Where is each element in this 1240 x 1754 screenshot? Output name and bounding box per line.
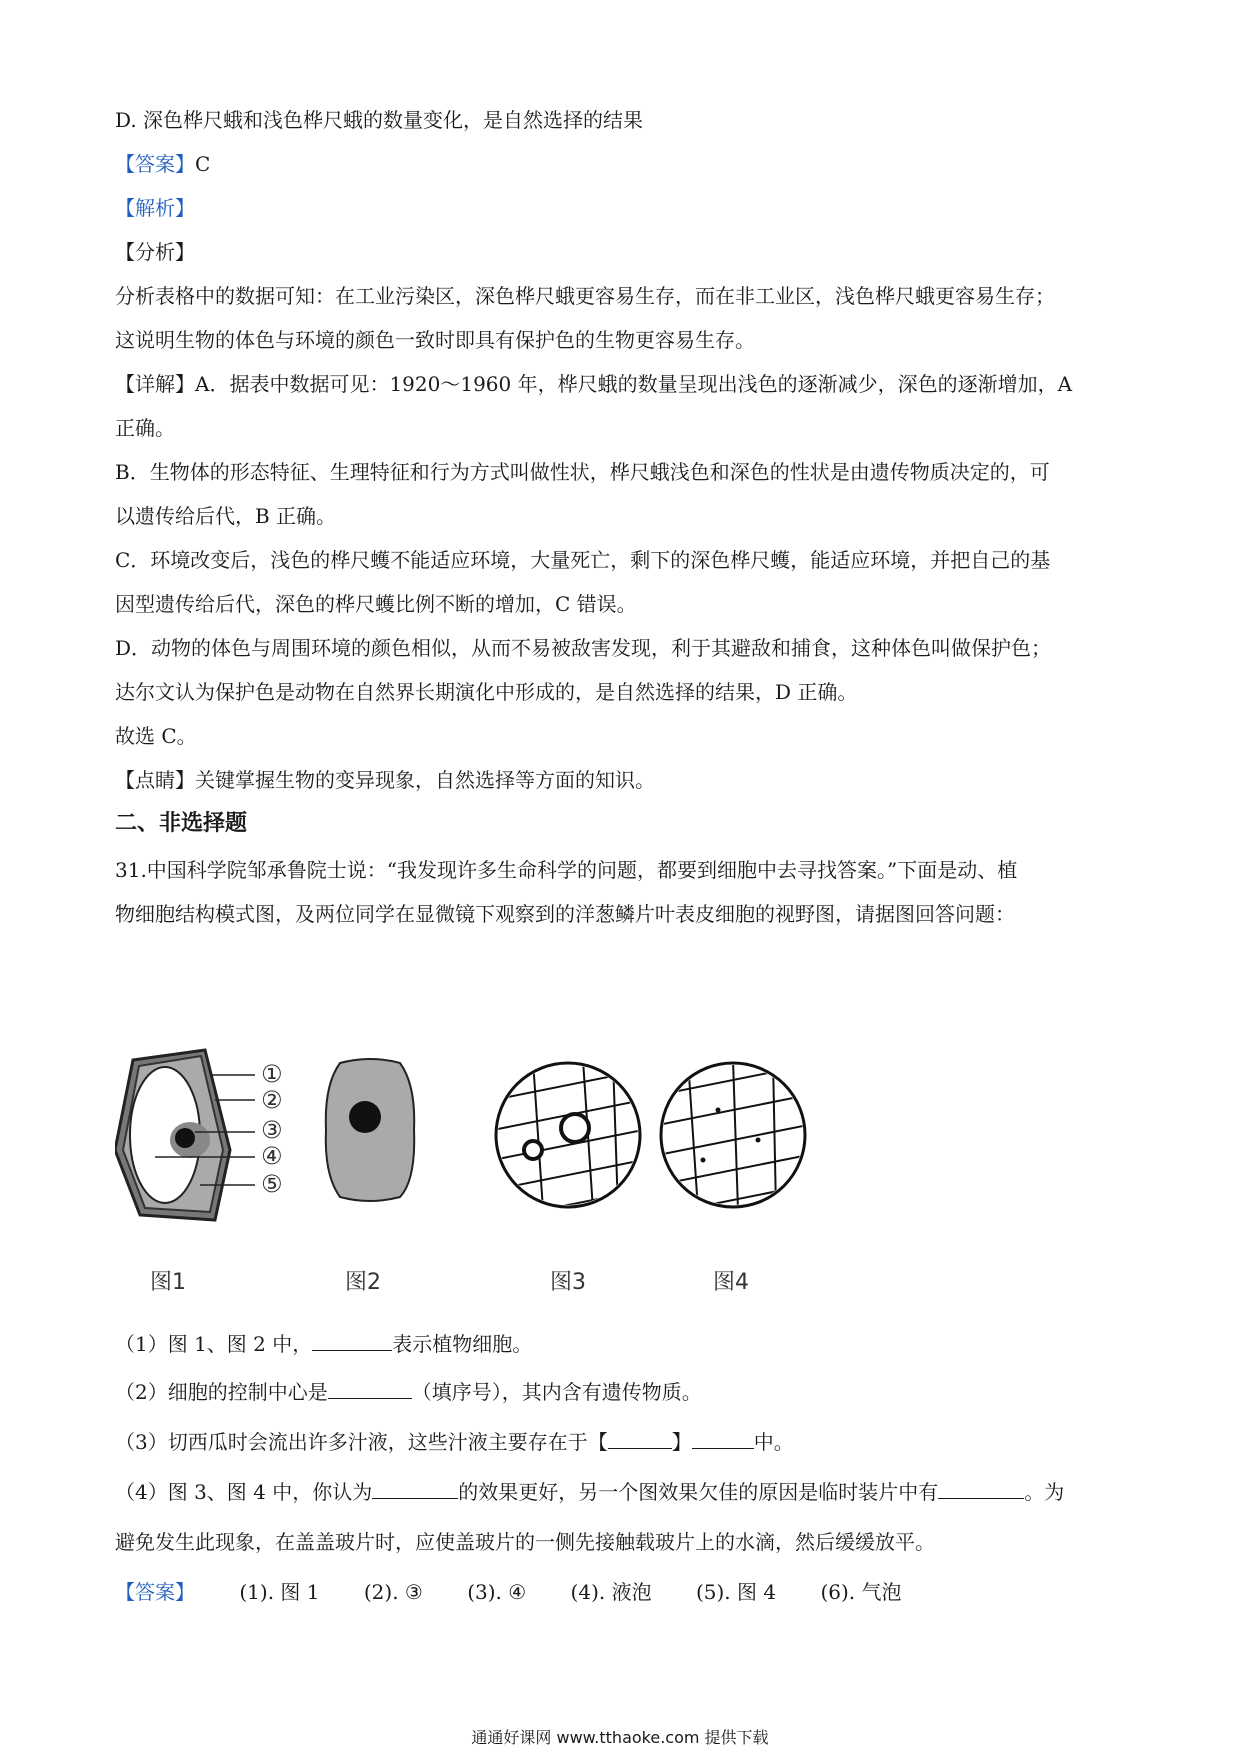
option-b-line-1: B．生物体的形态特征、生理特征和行为方式叫做性状，桦尺蛾浅色和深色的性状是由遗传物质决定的，可: [115, 460, 1050, 484]
blank: [692, 1428, 754, 1449]
xiangjie-label: 【详解】: [115, 372, 195, 396]
option-d-line-2: 达尔文认为保护色是动物在自然界长期演化中形成的，是自然选择的结果，D 正确。: [115, 680, 858, 704]
answer-item: (3). ④: [467, 1580, 527, 1604]
final-answer-label: 【答案】: [115, 1580, 195, 1604]
blank: [608, 1428, 672, 1449]
answer-item: (6). 气泡: [820, 1580, 902, 1604]
guxuan-line: 故选 C。: [115, 724, 197, 748]
answer-item: (5). 图 4: [695, 1580, 777, 1604]
sub-question-1: （1）图 1、图 2 中， 表示植物细胞。: [115, 1332, 533, 1356]
option-b-line-2: 以遗传给后代，B 正确。: [115, 504, 337, 528]
figure-4-microscope-view: [658, 1060, 808, 1210]
jiexi-label: 【解析】: [115, 196, 195, 220]
sub-question-4-line-1: （4）图 3、图 4 中，你认为 的效果更好，另一个图效果欠佳的原因是临时装片中有 。为: [115, 1480, 1065, 1504]
fenxi-label: 【分析】: [115, 240, 195, 264]
figure-1-plant-cell: [115, 1040, 315, 1230]
figure-caption-3: 图3: [550, 1270, 586, 1295]
question-31-line-1: 31.中国科学院邹承鲁院士说：“我发现许多生命科学的问题，都要到细胞中去寻找答案。”下面是动、植: [115, 858, 1018, 882]
figure-caption-2: 图2: [345, 1270, 381, 1295]
section-heading: 二、非选择题: [115, 811, 248, 836]
answer-line: [115, 150, 210, 178]
fenxi-line-1: 分析表格中的数据可知：在工业污染区，深色桦尺蛾更容易生存，而在非工业区，浅色桦尺蛾更容易生存；: [115, 284, 1055, 308]
cell-figures: [115, 1040, 835, 1310]
answer-item: (2). ③: [363, 1580, 423, 1604]
dianjing-label: 【点睛】: [115, 768, 195, 792]
option-c-line-2: 因型遗传给后代，深色的桦尺蠖比例不断的增加，C 错误。: [115, 592, 637, 616]
xiangjie-line-1: [115, 370, 1072, 398]
dianjing-line: [115, 766, 655, 794]
fenxi-line-2: 这说明生物的体色与环境的颜色一致时即具有保护色的生物更容易生存。: [115, 328, 755, 352]
figure-3-microscope-view: [493, 1060, 643, 1210]
page-footer: 通通好课网 www.tthaoke.com 提供下载: [471, 1728, 769, 1747]
xiangjie-a-text: A．据表中数据可见：1920～1960 年，桦尺蛾的数量呈现出浅色的逐渐减少，深色的逐渐增加，A: [195, 372, 1073, 396]
blank: [372, 1478, 458, 1499]
option-c-line-1: C．环境改变后，浅色的桦尺蠖不能适应环境，大量死亡，剩下的深色桦尺蠖，能适应环境，并把自己的基: [115, 548, 1051, 572]
sub-question-4-line-2: 避免发生此现象，在盖盖玻片时，应使盖玻片的一侧先接触载玻片上的水滴，然后缓缓放平。: [115, 1530, 935, 1554]
blank: [312, 1330, 392, 1351]
figure-caption-1: 图1: [150, 1270, 186, 1295]
blank: [938, 1478, 1024, 1499]
answer-item: (1). 图 1: [239, 1580, 320, 1604]
final-answer-line: [115, 1578, 902, 1606]
dianjing-text: 关键掌握生物的变异现象，自然选择等方面的知识。: [195, 768, 655, 792]
figure-marker-2: ②: [261, 1086, 283, 1114]
sub-question-2: （2）细胞的控制中心是 （填序号），其内含有遗传物质。: [115, 1380, 702, 1404]
sub-question-3: （3）切西瓜时会流出许多汁液，这些汁液主要存在于【 】 中。: [115, 1430, 794, 1454]
xiangjie-line-2: 正确。: [115, 416, 175, 440]
option-d-line-1: D．动物的体色与周围环境的颜色相似，从而不易被敌害发现，利于其避敌和捕食，这种体色叫做保护色；: [115, 636, 1052, 660]
line-d-option: D. 深色桦尺蛾和浅色桦尺蛾的数量变化，是自然选择的结果: [115, 108, 644, 132]
figure-marker-1: ①: [261, 1060, 283, 1088]
figure-marker-3: ③: [261, 1116, 283, 1144]
answer-value: C: [195, 152, 211, 176]
answer-item: (4). 液泡: [570, 1580, 652, 1604]
figure-2-animal-cell: [320, 1055, 420, 1205]
answer-label: 【答案】: [115, 152, 195, 176]
blank: [328, 1378, 412, 1399]
figure-marker-4: ④: [261, 1142, 283, 1170]
figure-caption-4: 图4: [713, 1270, 749, 1295]
figure-marker-5: ⑤: [261, 1170, 283, 1198]
question-31-line-2: 物细胞结构模式图，及两位同学在显微镜下观察到的洋葱鳞片叶表皮细胞的视野图，请据图回答问题：: [115, 902, 1015, 926]
